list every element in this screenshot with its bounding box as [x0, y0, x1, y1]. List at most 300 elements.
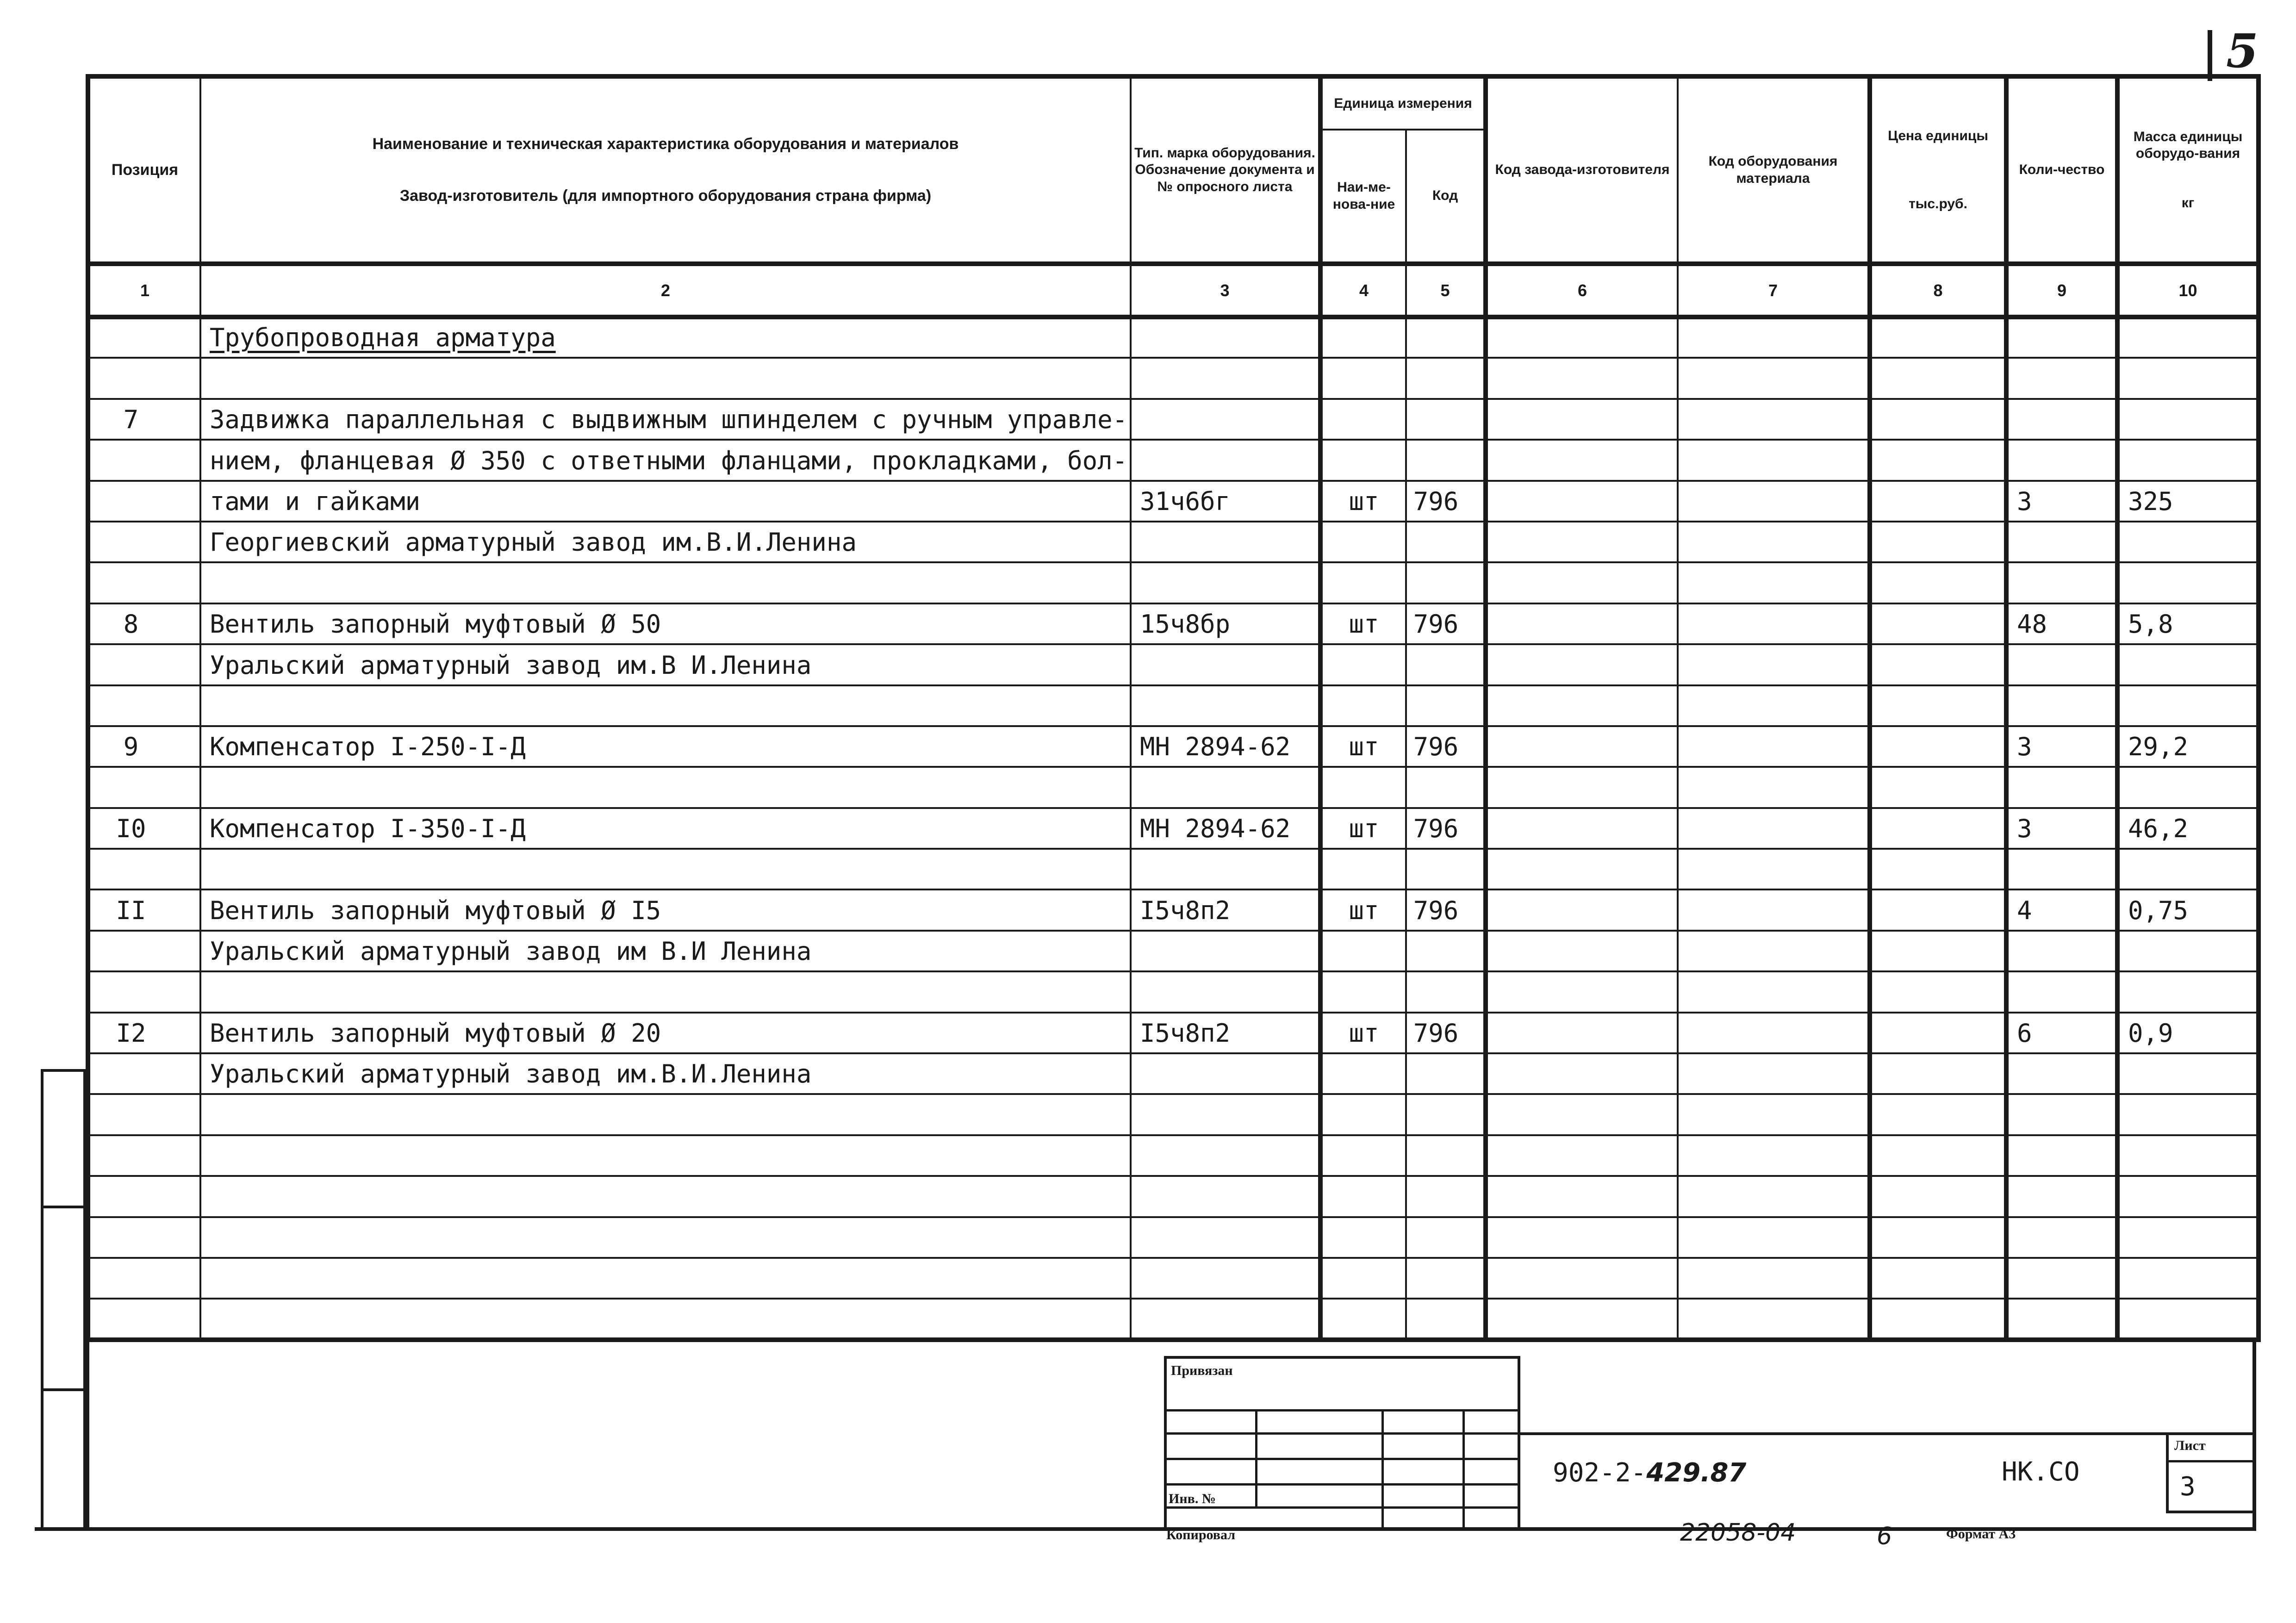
cell-name [200, 440, 1131, 480]
cell-name [200, 562, 1131, 603]
archive-stamp-page: 6 [1877, 1523, 1892, 1550]
cell-equipment-code [1678, 481, 1870, 522]
cell-maker-code [1486, 399, 1678, 440]
column-number: 1 [88, 264, 200, 317]
page-corner-number: 5 [2226, 24, 2259, 78]
cell-type-mark-text: I5ч8п2 [1140, 1019, 1231, 1048]
cell-unit-name [1320, 317, 1406, 358]
cell-quantity [2006, 726, 2117, 767]
header-name [200, 76, 1131, 264]
cell-price [1870, 644, 2006, 685]
cell-unit-name [1320, 1013, 1406, 1053]
cell-maker-code [1486, 481, 1678, 522]
cell-mass [2117, 971, 2259, 1012]
cell-maker-code [1486, 1176, 1678, 1217]
cell-quantity [2006, 1013, 2117, 1053]
cell-price [1870, 889, 2006, 930]
header-price [1870, 76, 2006, 264]
cell-quantity-text: 3 [2017, 732, 2032, 762]
cell-quantity [2006, 889, 2117, 930]
cell-mass [2117, 481, 2259, 522]
table-row [88, 481, 2259, 522]
cell-unit-code [1406, 889, 1486, 930]
cell-unit-name-text: шт [1349, 486, 1379, 516]
cell-quantity-text: 3 [2017, 814, 2032, 844]
grid-line [1164, 1432, 1520, 1435]
cell-maker-code [1486, 562, 1678, 603]
cell-type-mark [1131, 644, 1320, 685]
cell-mass [2117, 1176, 2259, 1217]
cell-unit-code [1406, 522, 1486, 562]
table-row [88, 562, 2259, 603]
cell-type-mark-text: МН 2894-62 [1140, 732, 1291, 762]
specification-table [86, 74, 2261, 1342]
cell-position-text: I0 [116, 814, 146, 844]
cell-type-mark [1131, 1176, 1320, 1217]
cell-unit-name [1320, 644, 1406, 685]
header-unit-name: Наи-ме-нова-ние [1320, 130, 1406, 264]
cell-price [1870, 1299, 2006, 1340]
cell-name-text: нием, фланцевая Ø 350 с ответными фланцами, прокладками, бол- [210, 446, 1128, 475]
cell-equipment-code [1678, 1299, 1870, 1340]
cell-unit-name [1320, 399, 1406, 440]
cell-maker-code [1486, 767, 1678, 808]
cell-mass [2117, 317, 2259, 358]
binding-strip-line [41, 1069, 86, 1072]
cell-equipment-code [1678, 644, 1870, 685]
cell-name [200, 808, 1131, 849]
cell-name-text: Компенсатор I-350-I-Д [210, 814, 526, 844]
linked-label: Привязан [1171, 1363, 1233, 1378]
header-unit-group: Единица измерения [1320, 76, 1486, 130]
cell-maker-code [1486, 931, 1678, 971]
cell-mass [2117, 358, 2259, 398]
header-maker-code: Код завода-изготовителя [1486, 76, 1678, 264]
table-row [88, 603, 2259, 644]
cell-quantity [2006, 767, 2117, 808]
cell-position [88, 1053, 200, 1094]
cell-type-mark-text: I5ч8п2 [1140, 895, 1231, 925]
cell-equipment-code [1678, 603, 1870, 644]
cell-unit-name-text: шт [1349, 609, 1379, 639]
cell-position-text: 9 [123, 732, 139, 762]
cell-unit-code [1406, 358, 1486, 398]
cell-unit-code [1406, 440, 1486, 480]
cell-unit-code [1406, 849, 1486, 889]
cell-unit-code [1406, 726, 1486, 767]
cell-maker-code [1486, 889, 1678, 930]
cell-position [88, 1217, 200, 1258]
cell-position [88, 358, 200, 398]
cell-equipment-code [1678, 1013, 1870, 1053]
cell-maker-code [1486, 1135, 1678, 1176]
cell-unit-code [1406, 1053, 1486, 1094]
cell-quantity [2006, 1094, 2117, 1135]
cell-equipment-code [1678, 889, 1870, 930]
document-code [1553, 1458, 1746, 1488]
cell-mass [2117, 1094, 2259, 1135]
code-block-top-line [1520, 1432, 2256, 1435]
table-row [88, 317, 2259, 358]
cell-position [88, 399, 200, 440]
cell-position [88, 1176, 200, 1217]
cell-position [88, 767, 200, 808]
cell-name-text: Трубопроводная арматура [210, 323, 556, 353]
cell-price [1870, 440, 2006, 480]
copied-label: Копировал [1166, 1527, 1236, 1542]
cell-equipment-code [1678, 440, 1870, 480]
cell-unit-name-text: шт [1349, 732, 1379, 762]
cell-mass [2117, 1135, 2259, 1176]
table-row [88, 1217, 2259, 1258]
cell-name-text: тами и гайками [210, 486, 421, 516]
table-row [88, 440, 2259, 480]
cell-name [200, 1013, 1131, 1053]
cell-quantity [2006, 971, 2117, 1012]
cell-unit-code [1406, 644, 1486, 685]
cell-name-text: Вентиль запорный муфтовый Ø I5 [210, 895, 661, 925]
header-mass-unit: кг [2181, 195, 2195, 211]
cell-name-text: Компенсатор I-250-I-Д [210, 732, 526, 762]
cell-mass-text: 325 [2128, 486, 2173, 516]
cell-price [1870, 767, 2006, 808]
table-row [88, 889, 2259, 930]
cell-position [88, 849, 200, 889]
cell-type-mark [1131, 399, 1320, 440]
cell-maker-code [1486, 726, 1678, 767]
cell-maker-code [1486, 1299, 1678, 1340]
cell-equipment-code [1678, 971, 1870, 1012]
cell-quantity [2006, 808, 2117, 849]
grid-line [1164, 1458, 1520, 1460]
cell-price [1870, 399, 2006, 440]
cell-position [88, 562, 200, 603]
cell-name [200, 889, 1131, 930]
cell-unit-name [1320, 1053, 1406, 1094]
table-row [88, 358, 2259, 398]
cell-mass [2117, 399, 2259, 440]
format-label: Формат А3 [1946, 1526, 2016, 1542]
header-name-line2: Завод-изготовитель (для импортного оборудования страна фирма) [399, 187, 932, 205]
cell-name [200, 399, 1131, 440]
cell-unit-code [1406, 808, 1486, 849]
cell-quantity-text: 4 [2017, 895, 2032, 925]
cell-type-mark [1131, 849, 1320, 889]
cell-quantity [2006, 358, 2117, 398]
cell-unit-name [1320, 849, 1406, 889]
cell-name [200, 1299, 1131, 1340]
cell-position [88, 889, 200, 930]
cell-maker-code [1486, 522, 1678, 562]
cell-equipment-code [1678, 1094, 1870, 1135]
cell-name [200, 1258, 1131, 1299]
column-number: 10 [2117, 264, 2259, 317]
cell-type-mark [1131, 808, 1320, 849]
cell-unit-name [1320, 1299, 1406, 1340]
binding-strip-line [41, 1069, 44, 1530]
cell-unit-code-text: 796 [1413, 895, 1459, 925]
cell-unit-code [1406, 481, 1486, 522]
cell-type-mark [1131, 1217, 1320, 1258]
cell-unit-code [1406, 1176, 1486, 1217]
grid-line [1164, 1483, 1520, 1486]
cell-unit-code-text: 796 [1413, 486, 1459, 516]
cell-name-text: Уральский арматурный завод им.В.И.Ленина [210, 1059, 812, 1089]
table-row [88, 726, 2259, 767]
cell-maker-code [1486, 1053, 1678, 1094]
cell-quantity [2006, 562, 2117, 603]
cell-equipment-code [1678, 726, 1870, 767]
cell-unit-code [1406, 1094, 1486, 1135]
cell-position [88, 971, 200, 1012]
cell-equipment-code [1678, 1258, 1870, 1299]
cell-unit-name [1320, 562, 1406, 603]
header-price-unit: тыс.руб. [1909, 196, 1967, 211]
grid-line [1462, 1409, 1465, 1531]
cell-name-text: Вентиль запорный муфтовый Ø 20 [210, 1019, 661, 1048]
table-row [88, 1299, 2259, 1340]
header-equipment-code: Код оборудования материала [1678, 76, 1870, 264]
cell-quantity [2006, 603, 2117, 644]
cell-price [1870, 1094, 2006, 1135]
cell-quantity [2006, 522, 2117, 562]
table-row [88, 1094, 2259, 1135]
header-unit-code: Код [1406, 130, 1486, 264]
cell-mass [2117, 685, 2259, 726]
cell-type-mark [1131, 1299, 1320, 1340]
cell-name [200, 849, 1131, 889]
header-type-mark: Тип. марка оборудования. Обозначение документа и № опросного листа [1131, 76, 1320, 264]
cell-type-mark [1131, 1053, 1320, 1094]
cell-unit-code [1406, 1299, 1486, 1340]
cell-unit-code-text: 796 [1413, 814, 1459, 844]
cell-mass [2117, 767, 2259, 808]
frame-bottom-line [35, 1527, 2256, 1531]
table-row [88, 1258, 2259, 1299]
cell-name [200, 1217, 1131, 1258]
cell-position [88, 440, 200, 480]
cell-position [88, 1013, 200, 1053]
cell-maker-code [1486, 644, 1678, 685]
cell-unit-code [1406, 1013, 1486, 1053]
cell-unit-name [1320, 767, 1406, 808]
cell-type-mark [1131, 1135, 1320, 1176]
cell-position [88, 931, 200, 971]
cell-type-mark [1131, 440, 1320, 480]
table-row [88, 644, 2259, 685]
cell-name-text: Уральский арматурный завод им.В И.Ленина [210, 650, 812, 680]
cell-position [88, 481, 200, 522]
cell-position-text: 8 [123, 609, 139, 639]
cell-name [200, 481, 1131, 522]
cell-price [1870, 971, 2006, 1012]
cell-type-mark-text: 31ч6бг [1140, 486, 1231, 516]
cell-mass [2117, 522, 2259, 562]
column-number: 8 [1870, 264, 2006, 317]
cell-type-mark [1131, 562, 1320, 603]
cell-price [1870, 562, 2006, 603]
cell-position [88, 1135, 200, 1176]
cell-unit-name-text: шт [1349, 1019, 1379, 1048]
cell-unit-name [1320, 726, 1406, 767]
cell-type-mark [1131, 889, 1320, 930]
approval-grid [1164, 1356, 1520, 1531]
cell-type-mark [1131, 317, 1320, 358]
cell-maker-code [1486, 1258, 1678, 1299]
cell-mass [2117, 1217, 2259, 1258]
cell-maker-code [1486, 971, 1678, 1012]
cell-quantity [2006, 1217, 2117, 1258]
cell-mass-text: 29,2 [2128, 732, 2189, 762]
cell-quantity [2006, 849, 2117, 889]
cell-price [1870, 685, 2006, 726]
cell-unit-name-text: шт [1349, 895, 1379, 925]
cell-unit-name [1320, 931, 1406, 971]
cell-name [200, 1176, 1131, 1217]
cell-unit-name [1320, 1258, 1406, 1299]
cell-mass [2117, 889, 2259, 930]
cell-equipment-code [1678, 849, 1870, 889]
cell-quantity [2006, 685, 2117, 726]
inventory-label: Инв. № [1169, 1491, 1216, 1506]
cell-equipment-code [1678, 399, 1870, 440]
cell-quantity [2006, 1258, 2117, 1299]
cell-equipment-code [1678, 1217, 1870, 1258]
cell-unit-code-text: 796 [1413, 1019, 1459, 1048]
cell-type-mark [1131, 603, 1320, 644]
cell-name [200, 522, 1131, 562]
cell-equipment-code [1678, 808, 1870, 849]
cell-maker-code [1486, 317, 1678, 358]
cell-name [200, 1094, 1131, 1135]
header-price-title: Цена единицы [1888, 128, 1988, 143]
cell-equipment-code [1678, 1135, 1870, 1176]
cell-unit-name [1320, 685, 1406, 726]
cell-unit-code [1406, 1217, 1486, 1258]
cell-position-text: 7 [123, 405, 139, 435]
cell-mass [2117, 1299, 2259, 1340]
cell-mass [2117, 1013, 2259, 1053]
cell-mass [2117, 849, 2259, 889]
column-number-row [88, 264, 2259, 317]
table-row [88, 767, 2259, 808]
cell-mass [2117, 562, 2259, 603]
column-number: 5 [1406, 264, 1486, 317]
cell-unit-name [1320, 522, 1406, 562]
cell-unit-name [1320, 889, 1406, 930]
cell-unit-code [1406, 931, 1486, 971]
cell-equipment-code [1678, 522, 1870, 562]
cell-quantity-text: 48 [2017, 609, 2047, 639]
cell-position [88, 644, 200, 685]
cell-quantity [2006, 317, 2117, 358]
cell-unit-code [1406, 1135, 1486, 1176]
cell-unit-code [1406, 685, 1486, 726]
header-position: Позиция [88, 76, 200, 264]
cell-type-mark [1131, 358, 1320, 398]
cell-quantity [2006, 644, 2117, 685]
specification-body [88, 317, 2259, 1340]
column-number: 9 [2006, 264, 2117, 317]
cell-type-mark [1131, 971, 1320, 1012]
cell-unit-code [1406, 603, 1486, 644]
table-row [88, 685, 2259, 726]
cell-unit-name [1320, 440, 1406, 480]
cell-mass [2117, 1053, 2259, 1094]
table-row [88, 522, 2259, 562]
sheet-number: 3 [2180, 1472, 2196, 1502]
binding-strip-line [41, 1388, 86, 1391]
cell-quantity-text: 6 [2017, 1019, 2032, 1048]
cell-maker-code [1486, 849, 1678, 889]
document-code-prefix: 902-2- [1553, 1458, 1647, 1488]
cell-unit-name [1320, 358, 1406, 398]
cell-quantity [2006, 399, 2117, 440]
cell-unit-code [1406, 399, 1486, 440]
cell-name [200, 317, 1131, 358]
corner-frame-mark [2208, 30, 2212, 81]
cell-type-mark [1131, 726, 1320, 767]
cell-position-text: I2 [116, 1019, 146, 1048]
cell-type-mark [1131, 685, 1320, 726]
cell-mass [2117, 644, 2259, 685]
cell-name [200, 685, 1131, 726]
header-name-line1: Наименование и техническая характеристика оборудования и материалов [372, 135, 959, 153]
cell-unit-code [1406, 317, 1486, 358]
cell-maker-code [1486, 1217, 1678, 1258]
cell-mass-text: 5,8 [2128, 609, 2173, 639]
cell-maker-code [1486, 1013, 1678, 1053]
cell-price [1870, 1217, 2006, 1258]
cell-mass [2117, 440, 2259, 480]
cell-position [88, 685, 200, 726]
cell-type-mark [1131, 522, 1320, 562]
cell-mass-text: 0,75 [2128, 895, 2189, 925]
frame-left-line [86, 1340, 89, 1531]
cell-maker-code [1486, 808, 1678, 849]
grid-line [1164, 1506, 1520, 1509]
cell-name [200, 1135, 1131, 1176]
table-row [88, 1053, 2259, 1094]
cell-unit-code [1406, 971, 1486, 1012]
cell-mass [2117, 726, 2259, 767]
cell-quantity [2006, 1176, 2117, 1217]
cell-unit-name-text: шт [1349, 814, 1379, 844]
cell-mass [2117, 603, 2259, 644]
cell-type-mark [1131, 931, 1320, 971]
cell-quantity [2006, 1135, 2117, 1176]
cell-equipment-code [1678, 317, 1870, 358]
table-row [88, 808, 2259, 849]
cell-unit-name [1320, 603, 1406, 644]
cell-name-text: Георгиевский арматурный завод им.В.И.Ленина [210, 528, 857, 557]
header-mass-title: Масса единицы оборудо-вания [2133, 129, 2243, 162]
cell-unit-name [1320, 1094, 1406, 1135]
cell-equipment-code [1678, 685, 1870, 726]
table-row [88, 971, 2259, 1012]
cell-type-mark [1131, 481, 1320, 522]
table-row [88, 931, 2259, 971]
cell-maker-code [1486, 1094, 1678, 1135]
cell-unit-name [1320, 1217, 1406, 1258]
cell-price [1870, 1258, 2006, 1299]
cell-price [1870, 931, 2006, 971]
cell-equipment-code [1678, 767, 1870, 808]
cell-price [1870, 481, 2006, 522]
cell-unit-name [1320, 808, 1406, 849]
cell-price [1870, 1176, 2006, 1217]
cell-unit-name [1320, 1176, 1406, 1217]
